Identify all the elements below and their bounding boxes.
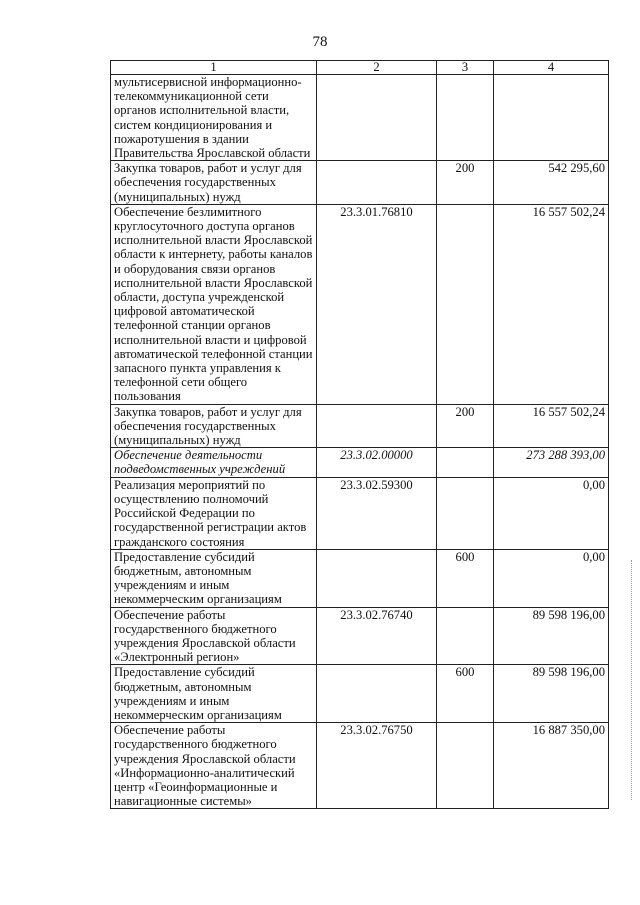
row-name-cell: Реализация мероприятий по осуществлению полномочий Российской Федерации по государственной регистрации актов гражданского состояния: [111, 477, 317, 549]
row-type-cell: [437, 448, 494, 477]
table-row: [111, 723, 609, 809]
row-name-cell: Закупка товаров, работ и услуг для обеспечения государственных (муниципальных) нужд: [111, 161, 317, 205]
table-row: [111, 448, 609, 477]
row-code-cell: 23.3.02.76750: [317, 723, 437, 809]
row-type-cell: [437, 75, 494, 161]
table-row: [111, 75, 609, 161]
row-name-cell: Предоставление субсидий бюджетным, автономным учреждениям и иным некоммерческим организациям: [111, 665, 317, 723]
table-header-row: [111, 61, 609, 75]
row-name-cell: Обеспечение безлимитного круглосуточного доступа органов исполнительной власти Ярославской области к интернету, работы каналов и оборудования связи органов исполнительной власти Ярославской области, доступа учрежденской цифровой автоматической телефонной станции органов исполнительной власти и цифровой автоматической телефонной станции запасного пункта управления к телефонной сети общего пользования: [111, 204, 317, 404]
table-row: [111, 477, 609, 549]
row-amount-cell: 89 598 196,00: [494, 607, 609, 665]
table-row: [111, 607, 609, 665]
table-row: [111, 204, 609, 404]
table-row: [111, 404, 609, 448]
page-number: 78: [312, 34, 328, 50]
column-header-name: 1: [111, 61, 317, 75]
row-name-cell: мультисервисной информационно-телекоммуникационной сети органов исполнительной власти, систем кондиционирования и пожаротушения в здании Правительства Ярославской области: [111, 75, 317, 161]
row-code-cell: [317, 404, 437, 448]
row-code-cell: 23.3.02.76740: [317, 607, 437, 665]
row-type-cell: 200: [437, 404, 494, 448]
row-code-cell: 23.3.02.00000: [317, 448, 437, 477]
row-amount-cell: 273 288 393,00: [494, 448, 609, 477]
row-type-cell: [437, 204, 494, 404]
column-header-code: 2: [317, 61, 437, 75]
row-name-cell: Закупка товаров, работ и услуг для обеспечения государственных (муниципальных) нужд: [111, 404, 317, 448]
row-type-cell: 200: [437, 161, 494, 205]
row-name-cell: Предоставление субсидий бюджетным, автономным учреждениям и иным некоммерческим организациям: [111, 549, 317, 607]
row-type-cell: 600: [437, 549, 494, 607]
row-code-cell: [317, 161, 437, 205]
row-type-cell: [437, 607, 494, 665]
row-code-cell: [317, 665, 437, 723]
row-amount-cell: 89 598 196,00: [494, 665, 609, 723]
row-amount-cell: 16 887 350,00: [494, 723, 609, 809]
row-type-cell: 600: [437, 665, 494, 723]
row-code-cell: 23.3.01.76810: [317, 204, 437, 404]
column-header-amount: 4: [494, 61, 609, 75]
row-amount-cell: 0,00: [494, 549, 609, 607]
row-name-cell: Обеспечение деятельности подведомственных учреждений: [111, 448, 317, 477]
margin-scan-mark: [631, 560, 634, 800]
row-name-cell: Обеспечение работы государственного бюджетного учреждения Ярославской области «Информационно-аналитический центр «Геоинформационные и навигационные системы»: [111, 723, 317, 809]
table-row: [111, 161, 609, 205]
column-header-type: 3: [437, 61, 494, 75]
row-type-cell: [437, 723, 494, 809]
row-amount-cell: 0,00: [494, 477, 609, 549]
budget-table: [110, 60, 609, 809]
row-name-cell: Обеспечение работы государственного бюджетного учреждения Ярославской области «Электронный регион»: [111, 607, 317, 665]
table-row: [111, 665, 609, 723]
row-amount-cell: 16 557 502,24: [494, 404, 609, 448]
row-amount-cell: 542 295,60: [494, 161, 609, 205]
row-amount-cell: [494, 75, 609, 161]
row-amount-cell: 16 557 502,24: [494, 204, 609, 404]
table-row: [111, 549, 609, 607]
row-code-cell: 23.3.02.59300: [317, 477, 437, 549]
row-code-cell: [317, 549, 437, 607]
row-type-cell: [437, 477, 494, 549]
row-code-cell: [317, 75, 437, 161]
